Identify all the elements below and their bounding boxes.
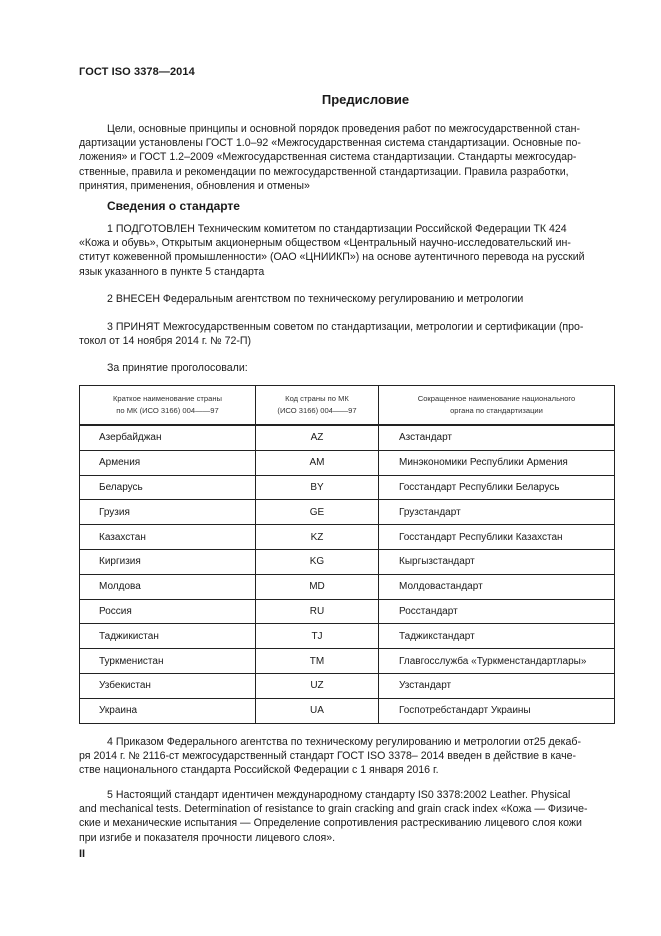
body-cell: Молдовастандарт bbox=[379, 574, 615, 599]
header-line: Краткое наименование страны bbox=[113, 394, 222, 403]
country-cell: Грузия bbox=[80, 500, 256, 525]
text-line: язык указанного в пункте 5 стандарта bbox=[79, 265, 265, 278]
header-line: по МК (ИСО 3166) 004——97 bbox=[116, 406, 219, 415]
body-cell: Главгосслужба «Туркменстандартлары» bbox=[379, 649, 615, 674]
header-line: органа по стандартизации bbox=[450, 406, 543, 415]
text-line: ря 2014 г. № 2116-ст межгосударственный стандарт ГОСТ ISO 3378– 2014 введен в действие в каче- bbox=[79, 750, 577, 763]
country-cell: Таджикистан bbox=[80, 624, 256, 649]
table-row bbox=[80, 500, 615, 525]
text-line: дартизации установлены ГОСТ 1.0–92 «Межгосударственная система стандартизации. Основные по- bbox=[79, 137, 581, 150]
code-cell: RU bbox=[256, 599, 379, 624]
code-cell: TM bbox=[256, 649, 379, 674]
table-row bbox=[80, 673, 615, 698]
text-line: За принятие проголосовали: bbox=[107, 362, 248, 374]
header-body bbox=[379, 386, 615, 426]
code-cell: BY bbox=[256, 475, 379, 500]
country-cell: Беларусь bbox=[80, 475, 256, 500]
table-body bbox=[80, 425, 615, 723]
foreword-title: Предисловие bbox=[321, 92, 410, 107]
text-line: and mechanical tests. Determination of resistance to grain cracking and grain crack index «Кожа — Физиче- bbox=[79, 803, 588, 816]
info-item-3 bbox=[79, 320, 614, 348]
body-cell: Госпотребстандарт Украины bbox=[379, 698, 615, 723]
header-code bbox=[256, 386, 379, 426]
text-line: 3 ПРИНЯТ Межгосударственным советом по стандартизации, метрологии и сертификации (про- bbox=[107, 321, 584, 333]
info-item-2 bbox=[79, 292, 614, 306]
table-row bbox=[80, 599, 615, 624]
code-cell: UA bbox=[256, 698, 379, 723]
table-row bbox=[80, 450, 615, 475]
body-cell: Грузстандарт bbox=[379, 500, 615, 525]
text-line: ложения» и ГОСТ 1.2–2009 «Межгосударственная система стандартизации. Стандарты межгосудар- bbox=[79, 151, 577, 164]
body-cell: Росстандарт bbox=[379, 599, 615, 624]
code-cell: KG bbox=[256, 549, 379, 574]
table-row bbox=[80, 425, 615, 450]
document-code: ГОСТ ISO 3378—2014 bbox=[79, 66, 195, 78]
foreword-paragraph bbox=[79, 122, 614, 193]
code-cell: GE bbox=[256, 500, 379, 525]
country-cell: Азербайджан bbox=[80, 425, 256, 450]
table-row bbox=[80, 574, 615, 599]
info-item-4 bbox=[79, 735, 614, 778]
text-line: 2 ВНЕСЕН Федеральным агентством по техническому регулированию и метрологии bbox=[107, 293, 524, 305]
table-header-row bbox=[80, 386, 615, 426]
code-cell: KZ bbox=[256, 525, 379, 550]
body-cell: Минэкономики Республики Армения bbox=[379, 450, 615, 475]
body-cell: Госстандарт Республики Казахстан bbox=[379, 525, 615, 550]
info-item-5 bbox=[79, 788, 614, 845]
country-cell: Киргизия bbox=[80, 549, 256, 574]
header-line: Сокращенное наименование национального bbox=[417, 394, 576, 403]
country-cell: Казахстан bbox=[80, 525, 256, 550]
text-line: токол от 14 ноября 2014 г. № 72-П) bbox=[79, 335, 252, 348]
text-line: ститут кожевенной промышленности» (ОАО «ЦНИИКП») на основе аутентичного перевода на русский bbox=[79, 251, 585, 264]
country-cell: Украина bbox=[80, 698, 256, 723]
header-country bbox=[80, 386, 256, 426]
body-cell: Узстандарт bbox=[379, 673, 615, 698]
code-cell: TJ bbox=[256, 624, 379, 649]
table-row bbox=[80, 649, 615, 674]
country-cell: Туркменистан bbox=[80, 649, 256, 674]
text-line: стве национального стандарта Российской Федерации с 1 января 2016 г. bbox=[79, 764, 439, 777]
text-line: принятия, применения, обновления и отмены» bbox=[79, 179, 310, 192]
code-cell: AZ bbox=[256, 425, 379, 450]
body-cell: Кыргызстандарт bbox=[379, 549, 615, 574]
text-line: 4 Приказом Федерального агентства по техническому регулированию и метрологии от25 декаб- bbox=[107, 736, 581, 748]
text-line: «Кожа и обувь», Открытым акционерным обществом «Центральный научно-исследовательский ин- bbox=[79, 237, 571, 250]
header-line: (ИСО 3166) 004——97 bbox=[277, 406, 357, 415]
code-cell: UZ bbox=[256, 673, 379, 698]
text-line: при изгибе и показателя прочности лицевого слоя». bbox=[79, 831, 336, 844]
voted-label bbox=[79, 361, 614, 375]
text-line: ские и механические испытания — Определение сопротивления растрескиванию лицевого слоя кожи bbox=[79, 817, 582, 830]
text-line: ственные, правила и рекомендации по межгосударственной стандартизации. Правила разработки, bbox=[79, 165, 569, 178]
table-row bbox=[80, 698, 615, 723]
table-row bbox=[80, 549, 615, 574]
voting-table bbox=[79, 385, 615, 724]
header-line: Код страны по МК bbox=[285, 394, 349, 403]
standard-info-heading: Сведения о стандарте bbox=[107, 199, 240, 213]
text-line: Цели, основные принципы и основной порядок проведения работ по межгосударственной стан- bbox=[107, 123, 580, 135]
text-line: 1 ПОДГОТОВЛЕН Техническим комитетом по стандартизации Российской Федерации ТК 424 bbox=[107, 223, 567, 235]
table-row bbox=[80, 475, 615, 500]
table-row bbox=[80, 624, 615, 649]
body-cell: Азстандарт bbox=[379, 425, 615, 450]
text-line: 5 Настоящий стандарт идентичен международному стандарту IS0 3378:2002 Leather. Physical bbox=[107, 789, 571, 801]
country-cell: Россия bbox=[80, 599, 256, 624]
table-row bbox=[80, 525, 615, 550]
code-cell: AM bbox=[256, 450, 379, 475]
body-cell: Таджикстандарт bbox=[379, 624, 615, 649]
country-cell: Узбекистан bbox=[80, 673, 256, 698]
country-cell: Армения bbox=[80, 450, 256, 475]
body-cell: Госстандарт Республики Беларусь bbox=[379, 475, 615, 500]
code-cell: MD bbox=[256, 574, 379, 599]
info-item-1 bbox=[79, 222, 614, 279]
country-cell: Молдова bbox=[80, 574, 256, 599]
page-number: II bbox=[79, 848, 86, 860]
